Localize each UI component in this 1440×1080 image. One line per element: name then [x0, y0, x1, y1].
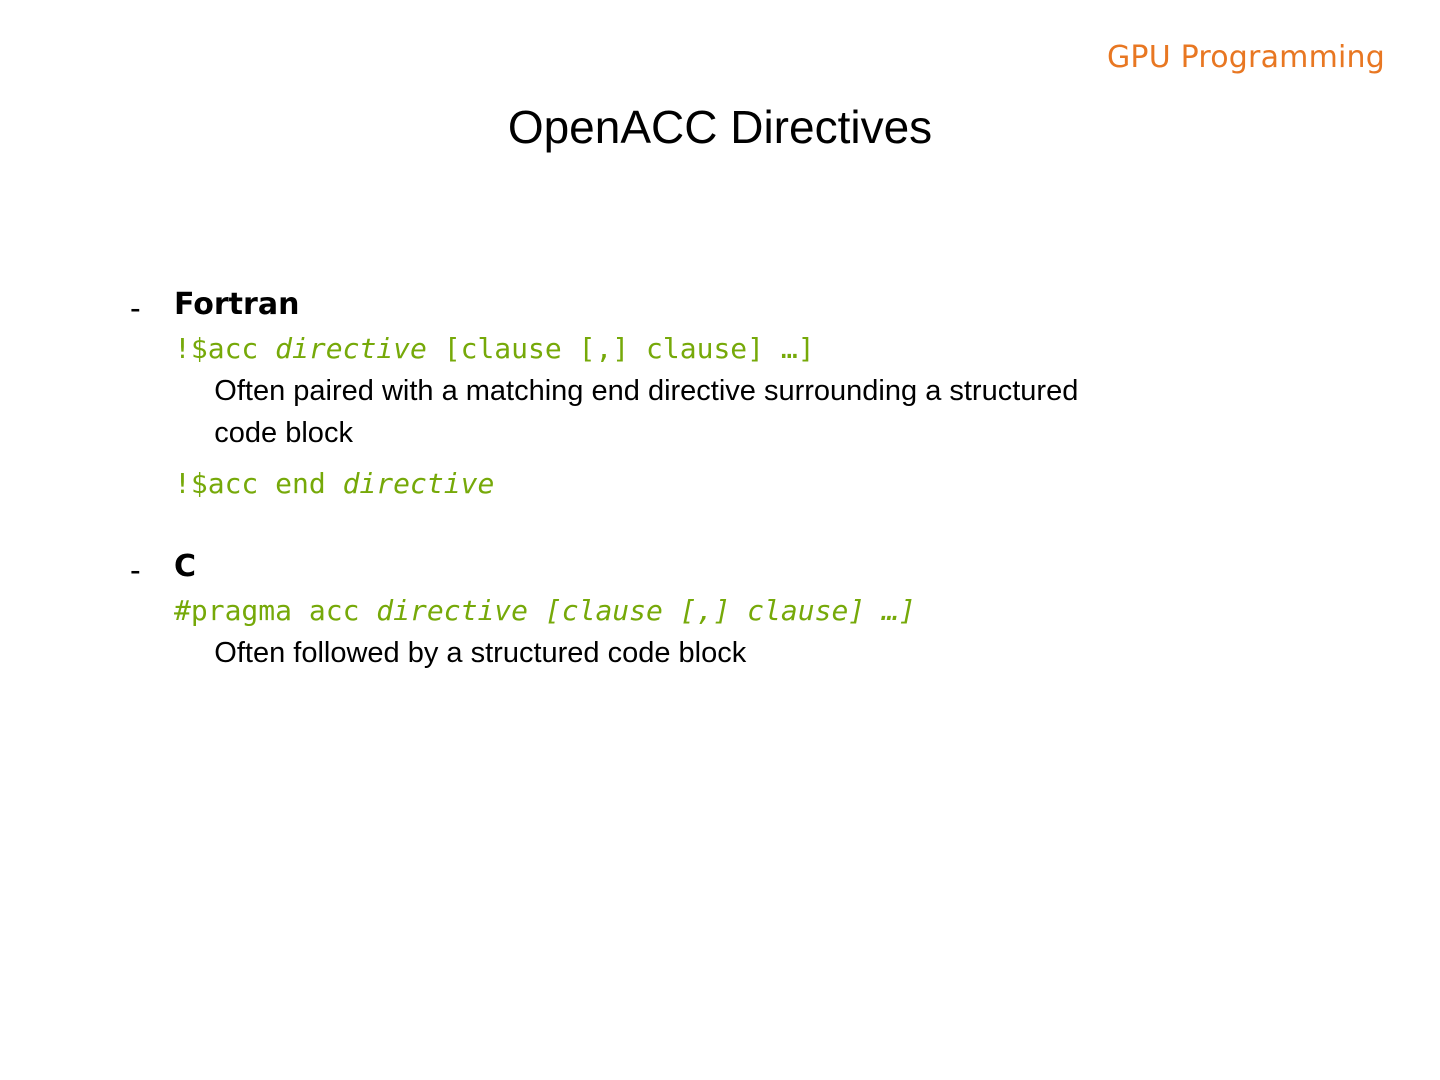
bullet-marker: -: [130, 290, 141, 326]
note-line-fortran-paired: Often paired with a matching end directive surrounding a structured: [174, 374, 1079, 407]
spacer: [174, 454, 1330, 464]
code-line-fortran-directive: [174, 329, 1330, 370]
course-header-label: GPU Programming: [1106, 40, 1385, 75]
slide-content: [130, 288, 1330, 708]
code-segment-prefix: #pragma acc: [174, 594, 377, 628]
section-fortran: [130, 288, 1330, 504]
page-title: OpenACC Directives: [507, 101, 933, 153]
bullet-marker: -: [130, 552, 141, 589]
section-fortran-lines: [174, 329, 1330, 504]
section-c: [130, 550, 1330, 674]
code-line-c-pragma: [174, 591, 1330, 632]
section-heading-c: C: [174, 549, 197, 585]
code-segment-prefix: !$acc end: [174, 466, 343, 500]
code-segment-italic: directive: [342, 466, 495, 500]
note-line-fortran-codeblock: code block: [174, 416, 353, 449]
code-segment-suffix: [clause [,] clause] …]: [426, 332, 815, 365]
code-segment-prefix: !$acc: [174, 332, 276, 365]
code-segment-italic: directive [clause [,] clause] …]: [376, 594, 916, 628]
note-line-c-codeblock: Often followed by a structured code block: [174, 636, 747, 669]
code-segment-italic: directive: [275, 332, 427, 365]
code-line-fortran-end-directive: [174, 464, 1330, 505]
section-heading-fortran: Fortran: [174, 287, 300, 322]
section-c-lines: [174, 591, 1330, 674]
